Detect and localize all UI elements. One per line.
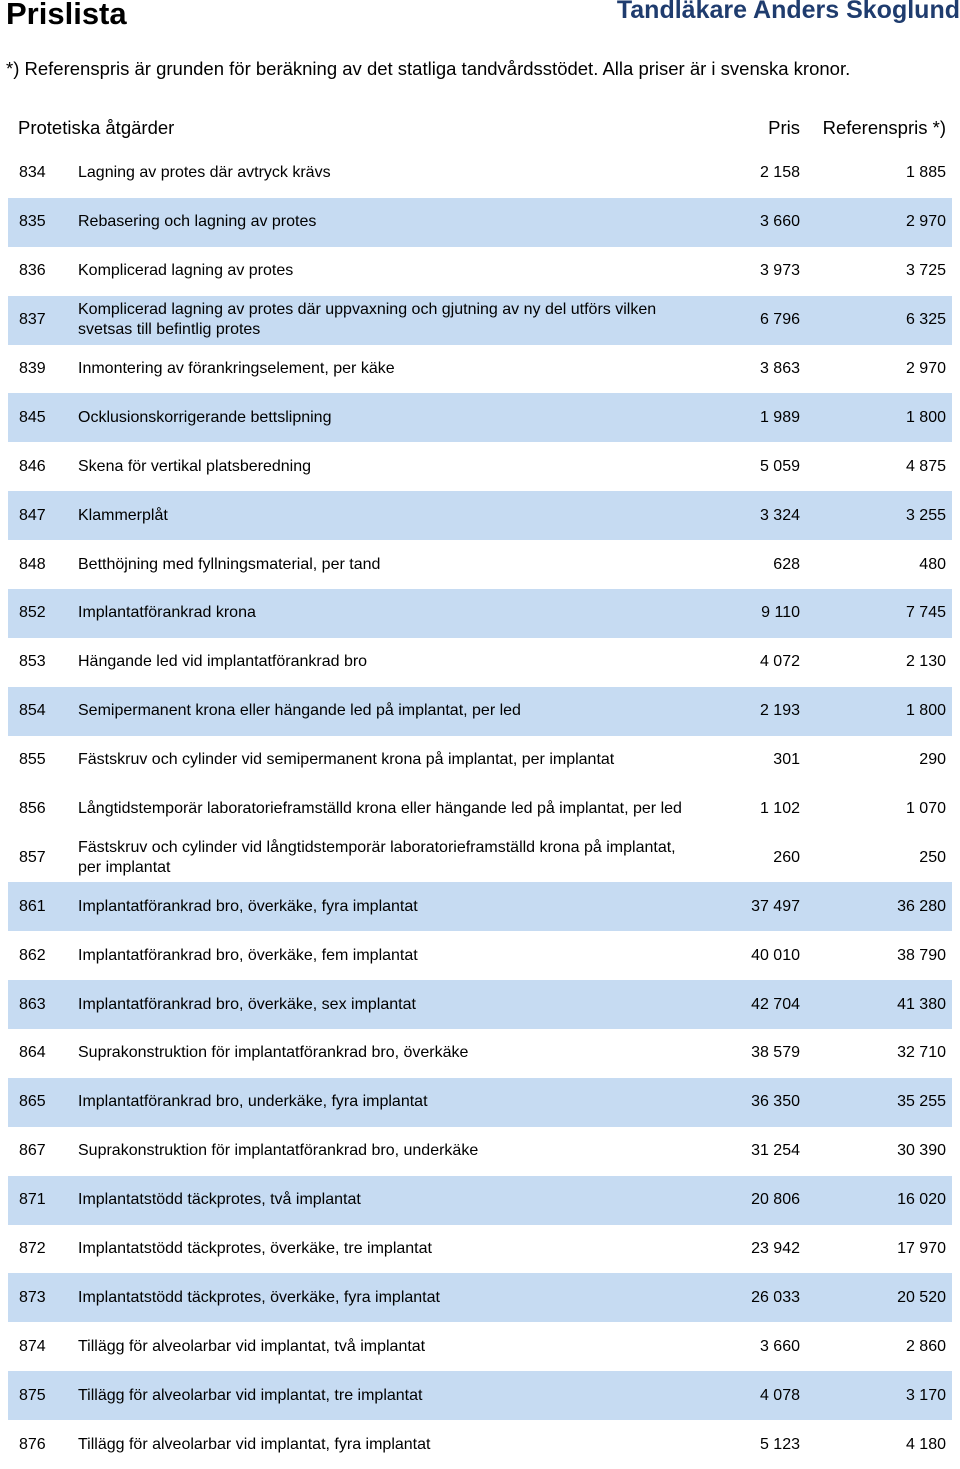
table-row [8, 296, 952, 345]
table-row [8, 1029, 952, 1078]
row-code: 855 [19, 751, 46, 769]
row-price: 3 973 [759, 262, 800, 280]
row-code: 847 [19, 506, 46, 524]
row-code: 834 [19, 164, 46, 182]
row-price: 3 660 [759, 213, 800, 231]
table-row [8, 1176, 952, 1225]
table-row [8, 882, 952, 931]
table-row [8, 1078, 952, 1127]
row-price: 260 [773, 848, 800, 866]
row-code: 852 [19, 604, 46, 622]
row-reference-price: 290 [919, 751, 946, 769]
row-reference-price: 2 130 [905, 653, 946, 671]
row-reference-price: 1 070 [905, 800, 946, 818]
row-price: 2 193 [759, 702, 800, 720]
row-description: Lagning av protes där avtryck krävs [78, 164, 331, 182]
row-price: 3 324 [759, 506, 800, 524]
row-reference-price: 16 020 [897, 1191, 946, 1209]
table-row [8, 1127, 952, 1176]
row-price: 23 942 [751, 1240, 800, 1258]
row-code: 862 [19, 946, 46, 964]
section-header [0, 117, 960, 143]
reference-price-note: *) Referenspris är grunden för beräkning av det statliga tandvårdsstödet. Alla priser är i svenska kronor. [6, 58, 851, 79]
row-reference-price: 2 970 [905, 360, 946, 377]
row-code: 867 [19, 1142, 46, 1160]
row-description: Semipermanent krona eller hängande led på implantat, per led [78, 702, 521, 720]
row-code: 835 [19, 213, 46, 231]
row-description: Klammerplåt [78, 506, 168, 524]
table-row [8, 1322, 952, 1371]
row-code: 861 [19, 897, 46, 915]
row-code: 836 [19, 262, 46, 280]
row-reference-price: 38 790 [897, 946, 946, 964]
row-code: 863 [19, 995, 46, 1013]
row-reference-price: 480 [919, 555, 946, 573]
table-row [8, 638, 952, 687]
row-description: Fästskruv och cylinder vid långtidstemporär laboratorieframställd krona på implantat, per implantat [78, 838, 676, 876]
clinic-name: Tandläkare Anders Skoglund [616, 0, 960, 24]
table-row [8, 1273, 952, 1322]
reference-price-column-header: Referenspris *) [822, 117, 946, 138]
row-reference-price: 20 520 [897, 1288, 946, 1306]
row-reference-price: 250 [919, 848, 946, 866]
row-description: Implantatstödd täckprotes, två implantat [78, 1191, 361, 1209]
table-row [8, 149, 952, 198]
table-row [8, 785, 952, 834]
row-code: 871 [19, 1191, 46, 1209]
row-price: 4 078 [759, 1386, 800, 1404]
row-code: 857 [19, 848, 46, 866]
row-description: Skena för vertikal platsberedning [78, 457, 312, 475]
row-price: 5 123 [759, 1435, 800, 1453]
row-code: 839 [19, 360, 46, 377]
row-reference-price: 3 725 [905, 262, 946, 280]
row-code: 846 [19, 457, 46, 475]
row-description: Ocklusionskorrigerande bettslipning [78, 408, 332, 426]
row-description: Komplicerad lagning av protes där uppvaxning och gjutning av ny del utförs vilken svetsas till befintlig protes [78, 301, 657, 339]
table-row [8, 1371, 952, 1420]
table-row [8, 1420, 952, 1469]
table-row [8, 1225, 952, 1274]
row-reference-price: 1 800 [905, 702, 946, 720]
price-column-header: Pris [768, 117, 800, 138]
row-price: 628 [773, 555, 800, 573]
table-row [8, 442, 952, 491]
row-price: 26 033 [751, 1288, 800, 1306]
row-reference-price: 7 745 [905, 604, 946, 622]
row-price: 37 497 [751, 897, 800, 915]
row-description: Tillägg för alveolarbar vid implantat, fyra implantat [78, 1435, 431, 1453]
row-code: 876 [19, 1435, 46, 1453]
row-reference-price: 36 280 [897, 897, 946, 915]
row-price: 2 158 [759, 164, 800, 182]
row-description: Implantatförankrad bro, överkäke, fem implantat [78, 946, 418, 964]
row-description: Implantatförankrad bro, överkäke, sex implantat [78, 995, 416, 1013]
table-row [8, 589, 952, 638]
row-code: 853 [19, 653, 46, 671]
price-table [8, 149, 952, 1469]
row-description: Implantatförankrad bro, överkäke, fyra implantat [78, 897, 418, 915]
table-row [8, 736, 952, 785]
row-reference-price: 4 180 [905, 1435, 946, 1453]
row-code: 864 [19, 1044, 46, 1062]
row-price: 6 796 [759, 311, 800, 329]
row-reference-price: 4 875 [905, 457, 946, 475]
header [0, 0, 960, 40]
row-code: 845 [19, 408, 46, 426]
row-description: Långtidstemporär laboratorieframställd krona eller hängande led på implantat, per led [78, 800, 682, 818]
row-price: 42 704 [751, 995, 800, 1013]
page-title: Prislista [6, 0, 127, 31]
row-price: 5 059 [759, 457, 800, 475]
row-reference-price: 6 325 [905, 311, 946, 329]
row-price: 3 660 [759, 1337, 800, 1355]
row-description: Suprakonstruktion för implantatförankrad bro, överkäke [78, 1044, 469, 1062]
row-code: 854 [19, 702, 46, 720]
row-code: 875 [19, 1386, 46, 1404]
row-description: Hängande led vid implantatförankrad bro [78, 653, 368, 671]
table-row [8, 247, 952, 296]
row-price: 1 989 [759, 408, 800, 426]
table-row [8, 687, 952, 736]
row-reference-price: 30 390 [897, 1142, 946, 1160]
row-reference-price: 3 255 [905, 506, 946, 524]
row-reference-price: 1 885 [905, 164, 946, 182]
row-description: Suprakonstruktion för implantatförankrad bro, underkäke [78, 1142, 479, 1160]
row-description: Implantatstödd täckprotes, överkäke, fyra implantat [78, 1288, 440, 1306]
row-code: 873 [19, 1288, 46, 1306]
table-row [8, 980, 952, 1029]
row-price: 301 [773, 751, 800, 769]
row-description: Betthöjning med fyllningsmaterial, per tand [78, 555, 381, 573]
row-description: Tillägg för alveolarbar vid implantat, tre implantat [78, 1386, 423, 1404]
row-code: 874 [19, 1337, 46, 1355]
row-description: Tillägg för alveolarbar vid implantat, två implantat [78, 1337, 426, 1355]
row-price: 36 350 [751, 1093, 800, 1111]
table-row [8, 931, 952, 980]
row-price: 4 072 [759, 653, 800, 671]
row-price: 1 102 [759, 800, 800, 818]
row-reference-price: 3 170 [905, 1386, 946, 1404]
row-price: 9 110 [761, 604, 800, 622]
row-price: 20 806 [751, 1191, 800, 1209]
row-description: Implantatstödd täckprotes, överkäke, tre implantat [78, 1240, 432, 1258]
row-reference-price: 41 380 [897, 995, 946, 1013]
row-reference-price: 2 970 [905, 213, 946, 231]
table-row [8, 345, 952, 394]
row-description: Komplicerad lagning av protes [78, 262, 294, 280]
row-code: 865 [19, 1093, 46, 1111]
table-row [8, 198, 952, 247]
row-code: 872 [19, 1240, 46, 1258]
table-row [8, 833, 952, 882]
row-reference-price: 2 860 [905, 1337, 946, 1355]
row-price: 3 863 [759, 360, 800, 377]
table-row [8, 393, 952, 442]
row-description: Rebasering och lagning av protes [78, 213, 317, 231]
row-reference-price: 17 970 [897, 1240, 946, 1258]
row-code: 837 [19, 311, 46, 329]
row-code: 856 [19, 800, 46, 818]
section-title: Protetiska åtgärder [18, 117, 175, 138]
row-description: Implantatförankrad bro, underkäke, fyra implantat [78, 1093, 428, 1111]
row-code: 848 [19, 555, 46, 573]
row-price: 38 579 [751, 1044, 800, 1062]
row-description: Inmontering av förankringselement, per käke [78, 360, 395, 377]
row-description: Fästskruv och cylinder vid semipermanent krona på implantat, per implantat [78, 751, 615, 769]
row-reference-price: 35 255 [897, 1093, 946, 1111]
table-row [8, 540, 952, 589]
row-reference-price: 32 710 [897, 1044, 946, 1062]
row-price: 40 010 [751, 946, 800, 964]
row-price: 31 254 [751, 1142, 800, 1160]
row-reference-price: 1 800 [905, 408, 946, 426]
table-row [8, 491, 952, 540]
row-description: Implantatförankrad krona [78, 604, 256, 622]
